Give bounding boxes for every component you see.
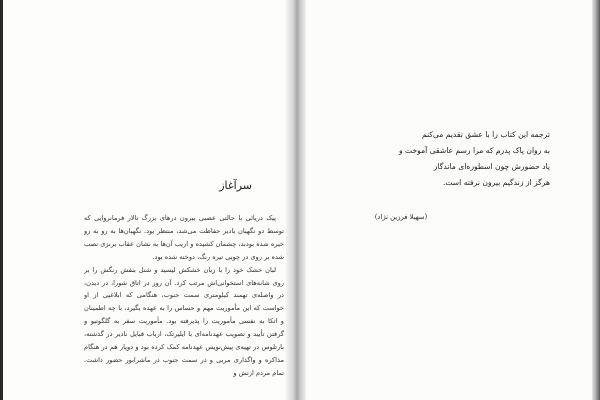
dedication-line: ترجمه این کتاب را با عشق تقدیم می‌کنم	[421, 130, 550, 139]
left-page-edge	[0, 0, 3, 400]
left-page	[0, 0, 292, 400]
translator-signature: (سهیلا فرزین نژاد)	[374, 213, 428, 221]
body-paragraph: لبان خشک خود را با زبان خشکش لیسید و شنل بنفش رنگش را بر روی شانه‌های استخوانی‌اش مرتب کرد. آن روز در اتاق شورا، در دیدن، در واصله‌ی تهمند کیلومتری سمت جنوب، هنگامی که ابلاغیی از او خواست که این مأموریت مهم و حساس را به عهده بگیرد، با چه اطمینان و اتکا به نفسی مأموریت را پذیرفته بود. مأموریت سفر به گلگوتیو و گرفتن تأیید و تصویب عهدنامه‌ای با ایلیرتک، ارباب قبایل نادیر در گذشته، بارتلوس در تهیه‌ی پیش‌نویس عهدنامه کمک کرده بود و دوپار هم در هنگام مذاکره و واگذاری مربی و در سمت جنوب در ماشرابور حضور داشت. تمام مردم ارتش و	[84, 265, 284, 377]
chapter-heading: سرآغاز	[219, 179, 252, 192]
chapter-body-text	[84, 212, 284, 400]
book-gutter-shadow	[286, 0, 306, 400]
body-paragraph: پیک دریائی با حالتی عصبی بیرون درهای بزرگ تالار فرمانروایی که توسط دو نگهبان بادیر حفاظت می‌شد، منتظر بود. نگهبان‌ها به رو به رو خیره شده بودند، چشمان کشیده و اریب آن‌ها به نشان عقاب برنزی نصب شده بر روی در چوبی تیره رنگ، دوخته شده بود.	[84, 214, 284, 261]
dedication-line: هرگز از زندگیم بیرون نرفته است.	[442, 178, 550, 187]
right-page	[300, 0, 600, 400]
right-page-edge	[592, 0, 600, 400]
dedication-text	[330, 127, 550, 191]
dedication-line: به روان پاک پدرم که مرا رسم عاشقی آموخت و	[398, 146, 550, 155]
dedication-line: یاد حضورش چون اسطوره‌ای ماندگار	[433, 162, 550, 171]
